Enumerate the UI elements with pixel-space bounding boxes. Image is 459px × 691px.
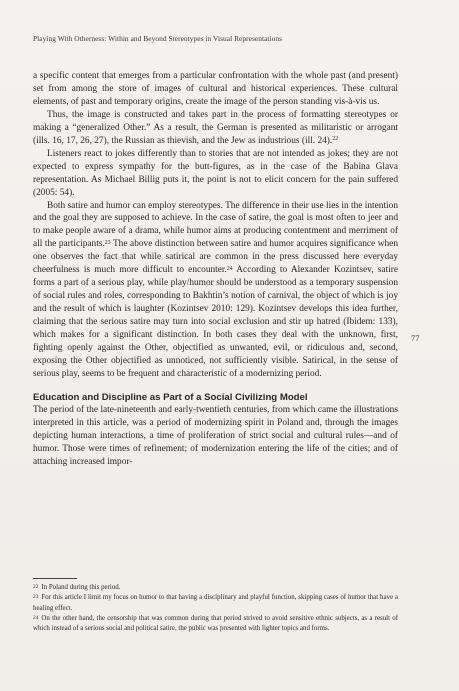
page-number: 77 [411, 333, 420, 343]
main-text [33, 70, 398, 469]
footnote-number: 23 [33, 594, 39, 601]
footnotes [33, 583, 398, 634]
paragraph-1: a specific content that emerges from a particular confrontation with the whole past (and present) set from among the store of images of cultural and historical experiences. These cultural elements, of past and temporary origins, create the image of the person standing vis-à-vis us. [33, 71, 398, 107]
paragraph-3: Listeners react to jokes differently than to stories that are not intended as jokes; they are not expected to express sympathy for the butt-figures, as in the case of the Babina Glava representation. As Michael Billig puts it, the point is not to elicit concern for the pain suffered (2005: 54). [33, 148, 398, 198]
footnote-number: 24 [33, 614, 39, 621]
paragraph-4-text-b: The above distinction between satire and humor acquires significance when one observes the fact that while satirical are common in the press discussed here everyday cheerfulness is much more difficult to encounter. [33, 239, 398, 276]
paragraph-2-text: Thus, the image is constructed and takes part in the process of formatting stereotypes or making a “generalized Other.” As a result, the German is presented as militaristic or arrogant (ills. 16, 17, 26, 27), the Russian as thievish, and the Jew as industrious (ill. 24). [33, 109, 398, 146]
footnote-text: In Poland during this period. [41, 584, 121, 591]
footnote-number: 22 [33, 584, 39, 590]
footnote-text: On the other hand, the censorship that was common during that period strived to avoid sensitive ethnic subjects, as a result of which instead of a serious social and political satire, the public was presented with lighter topics and forms. [33, 614, 398, 633]
footnote-23 [33, 593, 398, 614]
running-header: Playing With Otherness: Within and Beyond Stereotypes in Visual Representations [33, 34, 283, 43]
footnote-text: For this article I limit my focus on humor to that having a disciplinary and playful function, skipping cases of humor that have a healing effect. [33, 594, 398, 612]
footnote-24 [33, 614, 398, 635]
paragraph-4-text-a: Both satire and humor can employ stereotypes. The difference in their use lies in the intention and the goal they are supposed to achieve. In the case of satire, the goal is most often to jeer and to make people aware of a drama, while humor aims at producing contentment and merriment of all the participants. [33, 200, 398, 250]
footnote-ref-23[interactable]: 23 [104, 239, 111, 246]
paragraph-5: The period of the late-nineteenth and early-twentieth centuries, from which came the illustrations interpreted in this article, was a period of modernizing spirit in Poland and, through the images depicting human interactions, a time of proliferation of strict social and cultural rules—and of humor. Those were times of refinement; of modernization entering the life of the cities; and of attaching increased impor- [33, 404, 398, 467]
footnote-22 [33, 583, 398, 593]
paragraph-4 [33, 200, 398, 381]
paragraph-4-text-c: According to Alexander Kozintsev, satire forms a part of a serious play, while play/humor should be understood as a temporary suspension of social rules and roles, corresponding to Bakhtin’s notion of carnival, the object of which is joy and the result of which is laughter (Kozintsev 2010: 129). Kozintsev develops this idea further, claiming that the serious satire may turn into social exclusion and stir up hatred (Ibidem: 133), which makes for a significant distinction. In both cases they deal with the unknown, first, fighting openly against the Other, objectified as unwanted, evil, or ridiculous and, second, exposing the Other objectified as unnoticed, not sufficiently visible. Satirical, in the sense of serious play, seems to be frequent and characteristic of a modernizing period. [33, 265, 398, 379]
footnote-ref-24[interactable]: 24 [226, 265, 233, 272]
paragraph-2 [33, 109, 398, 148]
footnote-divider [33, 578, 77, 579]
section-heading: Education and Discipline as Part of a Social Civilizing Model [33, 391, 308, 403]
footnote-ref-22[interactable]: 22 [332, 136, 339, 143]
